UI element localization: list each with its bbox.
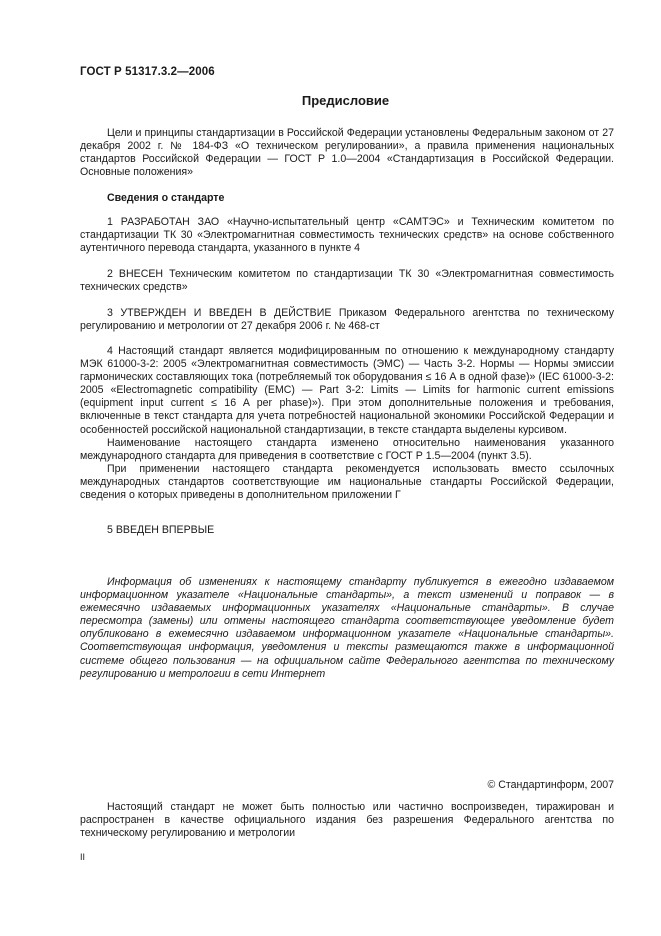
item-1-section (80, 216, 614, 255)
item-4-paragraph-3: При применении настоящего стандарта рекомендуется использовать вместо ссылочных международных стандартов соответствующие им национальные стандарты Российской Федерации, сведения о которых приведены в дополнительном приложении Г (80, 462, 614, 502)
intro-section (80, 127, 614, 179)
item-4-paragraph-2: Наименование настоящего стандарта изменено относительно наименования указанного международного стандарта для приведения в соответствие с ГОСТ Р 1.5—2004 (пункт 3.5). (80, 436, 614, 462)
item-4-section (80, 345, 614, 502)
item-2: 2 ВНЕСЕН Техническим комитетом по стандартизации ТК 30 «Электромагнитная совместимость технических средств» (80, 268, 614, 294)
item-5: 5 ВВЕДЕН ВПЕРВЫЕ (107, 524, 215, 536)
changes-info-section (80, 576, 614, 681)
changes-info-paragraph: Информация об изменениях к настоящему стандарту публикуется в ежегодно издаваемом информационном указателе «Национальные стандарты», а текст изменений и поправок — в ежемесячно издаваемых информационных указателях «Национальные стандарты». В случае пересмотра (замены) или отмены настоящего стандарта соответствующее уведомление будет опубликовано в ежемесячно издаваемом информационном указателе «Национальные стандарты». Соответствующая информация, уведомления и тексты размещаются также в информационной системе общего пользования — на официальном сайте Федерального агентства по техническому регулированию и метрологии в сети Интернет (80, 576, 614, 680)
item-5-section (80, 524, 614, 537)
page-number: II (80, 852, 86, 862)
item-1: 1 РАЗРАБОТАН ЗАО «Научно-испытательный центр «САМТЭС» и Техническим комитетом по стандартизации ТК 30 «Электромагнитная совместимость технических средств» на основе собственного аутентичного перевода стандарта, указанного в пункте 4 (80, 216, 614, 255)
intro-paragraph: Цели и принципы стандартизации в Российской Федерации установлены Федеральным законом от 27 декабря 2002 г. № 184-ФЗ «О техническом регулировании», а правила применения национальных стандартов Российской Федерации — ГОСТ Р 1.0—2004 «Стандартизация в Российской Федерации. Основные положения» (80, 127, 614, 179)
info-heading-section (80, 192, 614, 205)
copyright-notice: © Стандартинформ, 2007 (487, 779, 614, 791)
item-3: 3 УТВЕРЖДЕН И ВВЕДЕН В ДЕЙСТВИЕ Приказом Федерального агентства по техническому регулированию и метрологии от 27 декабря 2006 г. № 468-ст (80, 307, 614, 333)
reproduction-notice: Настоящий стандарт не может быть полностью или частично воспроизведен, тиражирован и распространен в качестве официального издания без разрешения Федерального агентства по техническому регулированию и метрологии (80, 801, 614, 840)
standard-id-header: ГОСТ Р 51317.3.2—2006 (80, 66, 215, 78)
info-heading: Сведения о стандарте (107, 192, 225, 204)
item-4-paragraph-1: 4 Настоящий стандарт является модифицированным по отношению к международному стандарту МЭК 61000-3-2: 2005 «Электромагнитная совместимость (ЭМС) — Часть 3-2. Нормы — Нормы эмиссии гармонических составляющих тока (потребляемый ток оборудования ≤ 16 А в одной фазе)» (IEC 61000-3-2: 2005 «Electromagnetic compatibility (EMC) — Part 3-2: Limits — Limits for harmonic current emissions (equipment input current ≤ 16 A per phase)»). При этом дополнительные положения и требования, включенные в текст стандарта для учета потребностей национальной экономики Российской Федерации и особенностей российской национальной стандартизации, в тексте стандарта выделены курсивом. (80, 345, 614, 436)
reproduction-section (80, 801, 614, 840)
item-3-section (80, 307, 614, 333)
page-title: Предисловие (301, 93, 390, 108)
item-2-section (80, 268, 614, 294)
